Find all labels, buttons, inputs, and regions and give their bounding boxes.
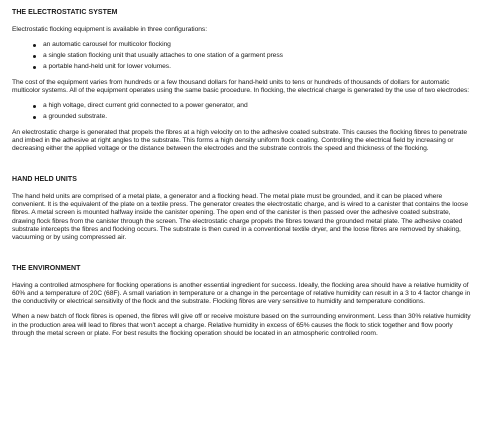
configurations-list xyxy=(12,41,475,72)
hand-held-units-paragraph: The hand held units are comprised of a metal plate, a generator and a flocking head. The metal plate must be grounded, and it can be placed where convenient. It is the equivalent of the plate on a textile press. The generator creates the electrostatic charge, and is wired to a canister that contains the loose fibres. A metal screen is mounted halfway inside the canister opening. The open end of the canister is then passed over the adhesive coated substrate, drawing flock fibres from the canister through the screen. The electrostatic charge propels the fibres toward the grounded metal plate. The adhesive coated substrate intercepts the fibres and flocking occurs. The substrate is then cured in a conventional textile dryer, and the loose fibres are removed by shaking, vacuuming or by using compressed air. xyxy=(12,192,468,242)
section-heading-electrostatic-system: THE ELECTROSTATIC SYSTEM xyxy=(12,9,118,16)
electrostatic-charge-paragraph: An electrostatic charge is generated that propels the fibres at a high velocity on to the adhesive coated substrate. This causes the flocking fibres to penetrate and imbed in the adhesive at right angles to the substrate. This forms a high density uniform flock coating. Controlling the electrical field by increasing or decreasing either the applied voltage or the distance between the electrodes and the substrate controls the speed and thickness of the flocking. xyxy=(12,128,468,153)
equipment-cost-paragraph: The cost of the equipment varies from hundreds or a few thousand dollars for hand-held units to tens or hundreds of thousands of dollars for automatic multicolor systems. All of the equipment operates using the same basic procedure. In flocking, the electrical charge is generated by the use of two electrodes: xyxy=(12,78,470,95)
environment-paragraph-1: Having a controlled atmosphere for flocking operations is another essential ingredient for success. Ideally, the flocking area should have a relative humidity of 60% and a temperature of 20C (68F). A small variation in temperature or a change in the percentage of relative humidity can result in a 3 to 4 factor change in the conductivity or electrical sensitivity of the flock and the substrate. Flocking fibres are very sensitive to humidity and temperature conditions. xyxy=(12,281,471,306)
section-spacer xyxy=(12,161,475,175)
list-item: a grounded substrate. xyxy=(33,113,475,122)
environment-paragraph-2: When a new batch of flock fibres is opened, the fibres will give off or receive moisture based on the surrounding environment. Less than 30% relative humidity in the production area will lead to fibres that won't accept a charge. Relative humidity in excess of 65% causes the flock to stick together and flow poorly through the metal screen or plate. For best results the flocking operation should be located in an atmospheric controlled room. xyxy=(12,313,471,338)
list-item: a single station flocking unit that usually attaches to one station of a garment press xyxy=(33,52,475,61)
section-spacer xyxy=(12,250,475,264)
section-heading-hand-held-units: HAND HELD UNITS xyxy=(12,175,77,183)
list-item: an automatic carousel for multicolor flocking xyxy=(33,41,475,50)
list-item: a high voltage, direct current grid connected to a power generator, and xyxy=(33,102,475,111)
electrostatic-intro-paragraph: Electrostatic flocking equipment is available in three configurations: xyxy=(12,26,208,33)
electrodes-list xyxy=(12,102,475,122)
list-item: a portable hand-held unit for lower volumes. xyxy=(33,63,475,72)
section-heading-environment: THE ENVIRONMENT xyxy=(12,264,81,272)
